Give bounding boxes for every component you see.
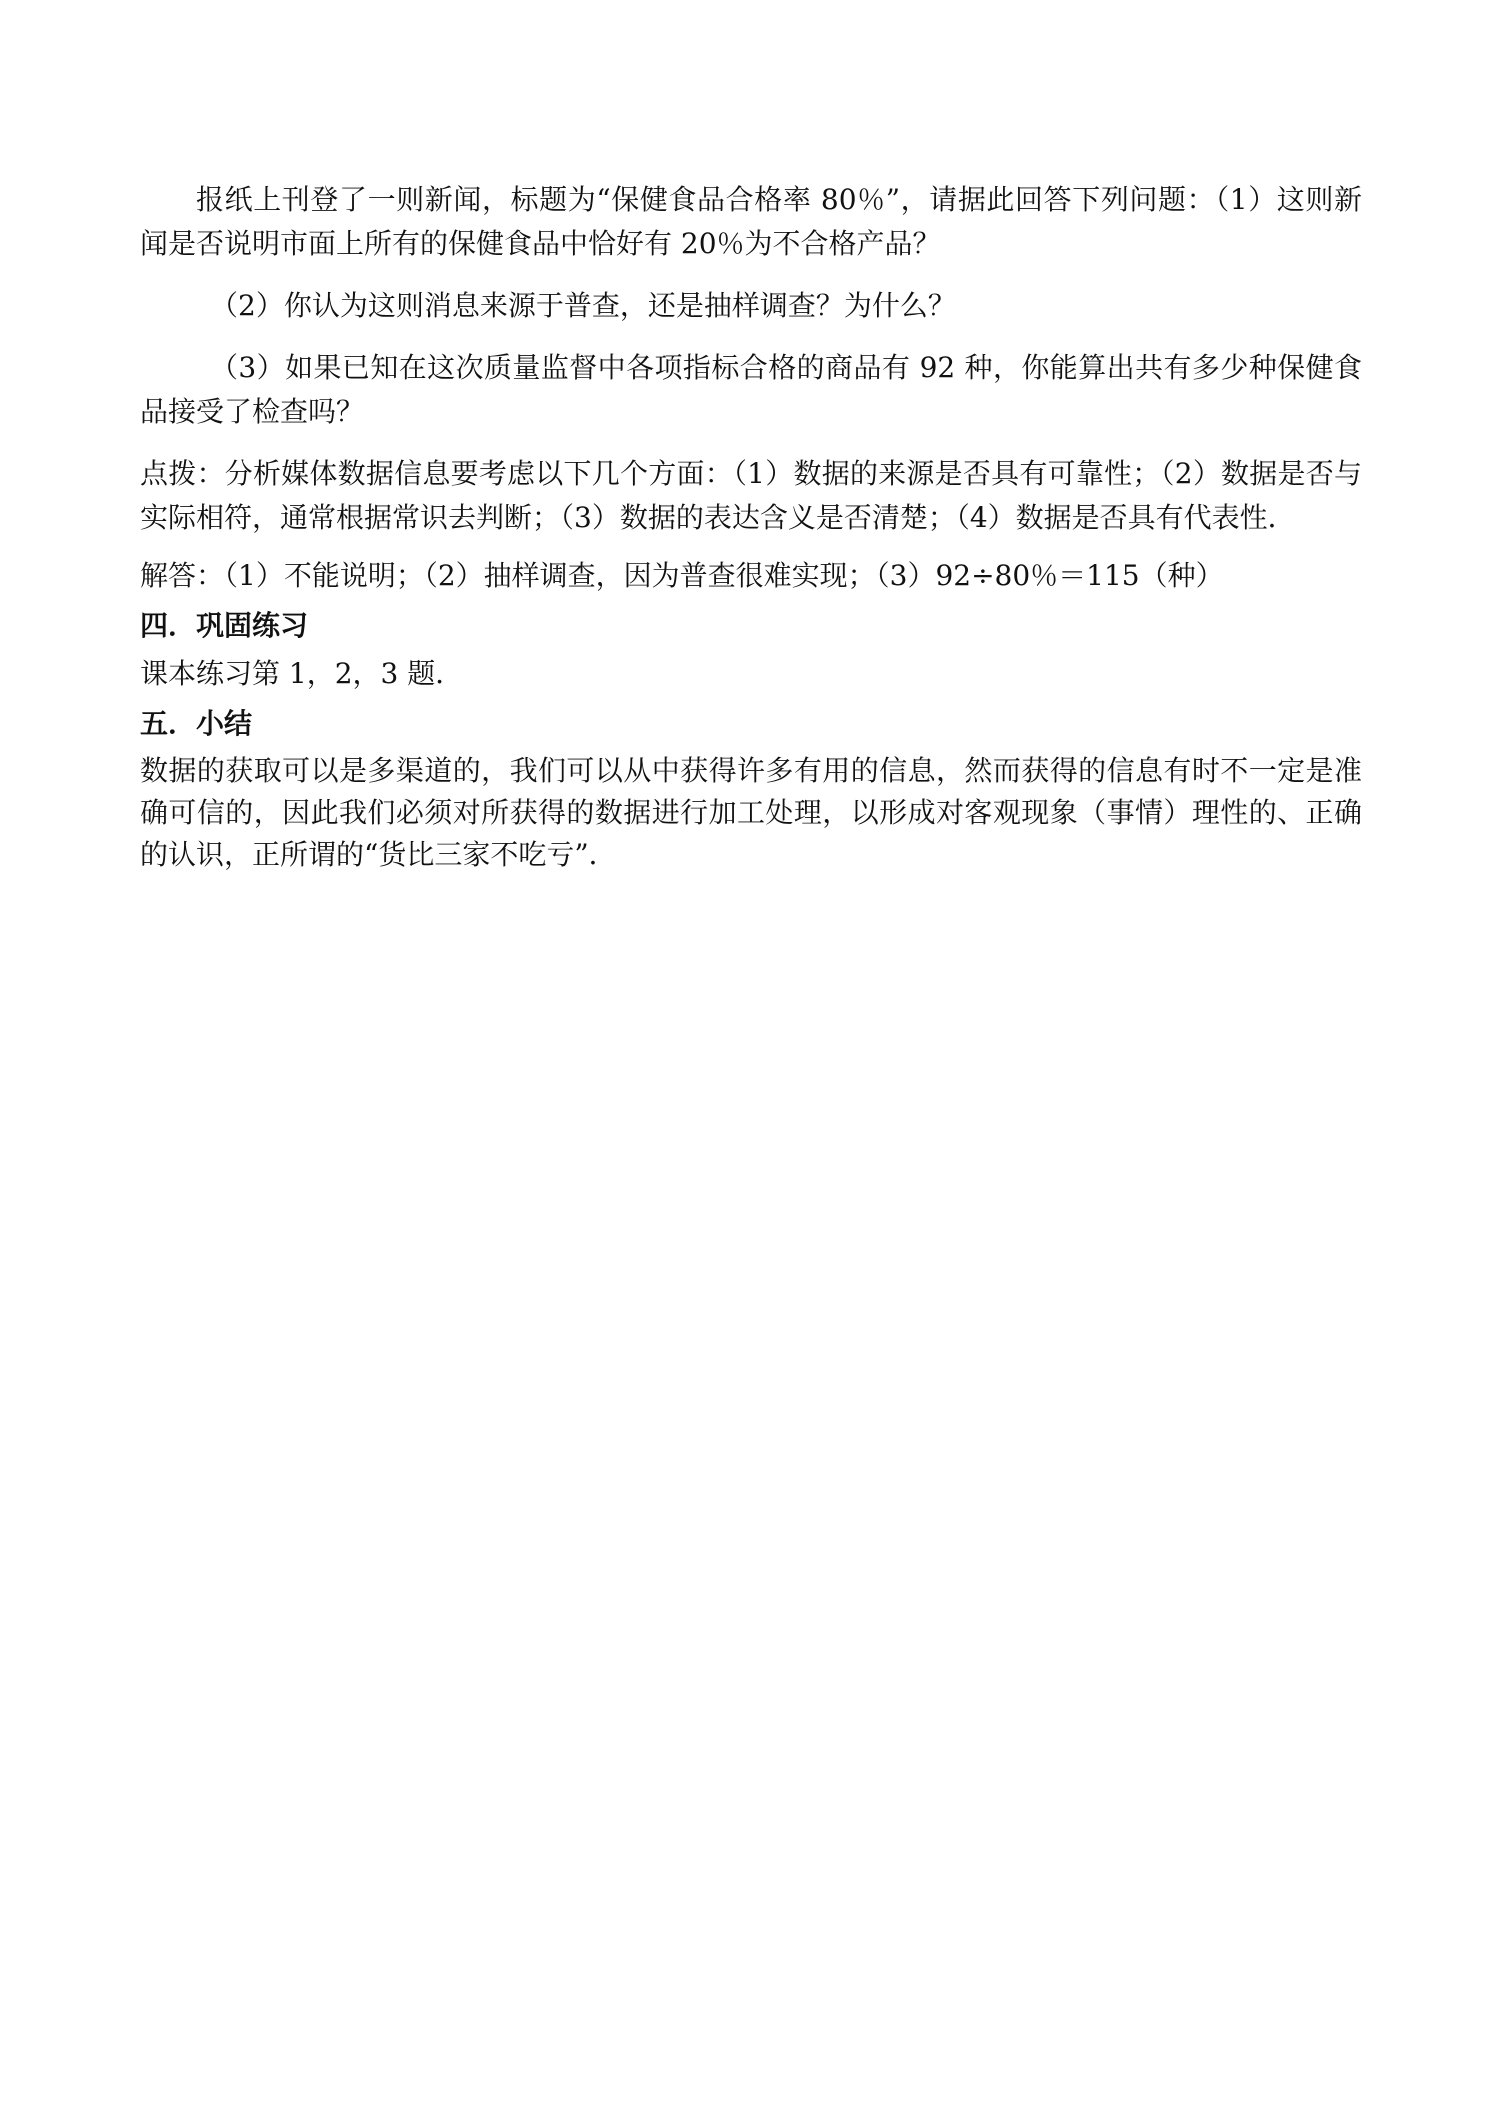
question-part-3: （3）如果已知在这次质量监督中各项指标合格的商品有 92 种，你能算出共有多少种保健食品接受了检查吗？ bbox=[140, 351, 1362, 428]
section-4-body: 课本练习第 1，2，3 题． bbox=[140, 657, 464, 690]
document-page bbox=[140, 178, 1362, 876]
answer-paragraph: 解答：（1）不能说明；（2）抽样调查，因为普查很难实现；（3）92÷80％＝115（种） bbox=[140, 559, 1224, 592]
hint-paragraph: 点拨：分析媒体数据信息要考虑以下几个方面：（1）数据的来源是否具有可靠性；（2）数据是否与实际相符，通常根据常识去判断；（3）数据的表达含义是否清楚；（4）数据是否具有代表性． bbox=[140, 457, 1362, 534]
section-5-body: 数据的获取可以是多渠道的，我们可以从中获得许多有用的信息，然而获得的信息有时不一定是准确可信的，因此我们必须对所获得的数据进行加工处理，以形成对客观现象（事情）理性的、正确的认识，正所谓的“货比三家不吃亏”． bbox=[140, 754, 1362, 871]
section-4-title: 四．巩固练习 bbox=[140, 609, 309, 642]
question-part-2: （2）你认为这则消息来源于普查，还是抽样调查？为什么？ bbox=[210, 289, 956, 322]
question-intro: 报纸上刊登了一则新闻，标题为“保健食品合格率 80％”，请据此回答下列问题：（1）这则新闻是否说明市面上所有的保健食品中恰好有 20％为不合格产品？ bbox=[140, 183, 1362, 260]
section-5-title: 五．小结 bbox=[140, 707, 253, 740]
